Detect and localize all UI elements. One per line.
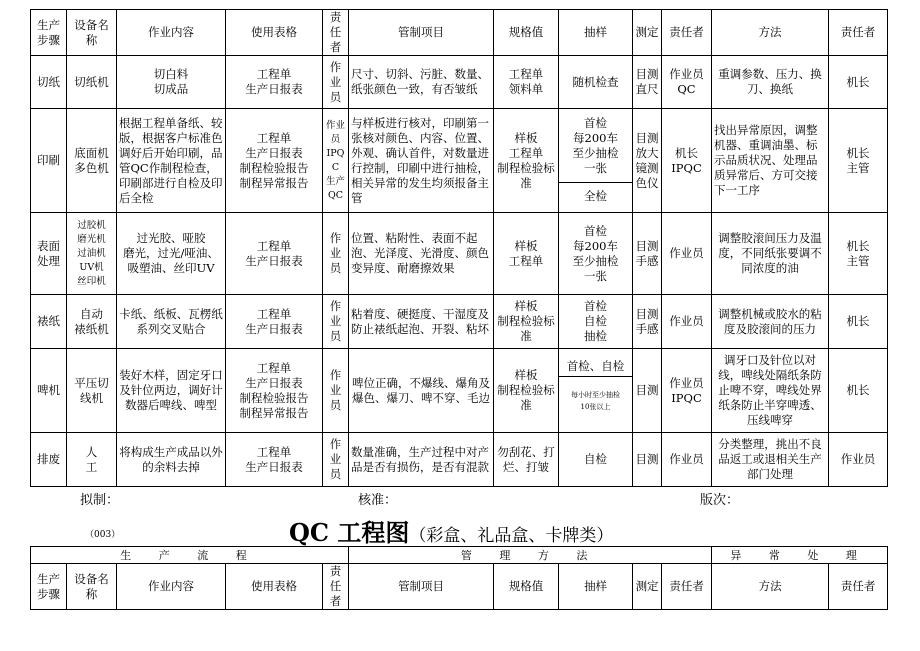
cell-method: 调整胶滚间压力及温度，不同纸张要调不同浓度的油: [712, 213, 829, 295]
header-measure: 测定: [633, 564, 662, 610]
header-owner: 责任者: [662, 564, 712, 610]
cell-method: 调整机械或胶水的粘度及胶滚间的压力: [712, 295, 829, 349]
cell-forms: 工程单 生产日报表: [226, 433, 323, 487]
header-work: 作业内容: [117, 564, 226, 610]
cell-spec: 样板 制程检验标准: [494, 349, 559, 433]
cell-forms: 工程单 生产日报表: [226, 213, 323, 295]
header-forms: 使用表格: [226, 564, 323, 610]
cell-step: 表面处理: [31, 213, 67, 295]
cell-owner: 机长 IPQC: [662, 109, 712, 213]
header-sample: 抽样: [559, 10, 633, 56]
cell-spec: 样板 制程检验标准: [494, 295, 559, 349]
cell-owner2: 机长: [829, 295, 888, 349]
cell-work: 将构成生产成品以外的余料去掉: [117, 433, 226, 487]
cell-owner: 作业员: [662, 433, 712, 487]
cell-owner: 作业员: [662, 213, 712, 295]
header-row: [31, 564, 888, 610]
cell-resp: 作业员: [323, 349, 349, 433]
cell-sample: 首检 自检 抽检: [559, 295, 633, 349]
cell-spec: 样板 工程单: [494, 213, 559, 295]
cell-owner2: 作业员: [829, 433, 888, 487]
header-spec: 规格值: [494, 564, 559, 610]
cell-resp: 作业员: [323, 213, 349, 295]
cell-step: 排废: [31, 433, 67, 487]
cell-method: 分类整理，挑出不良品返工或退相关生产部门处理: [712, 433, 829, 487]
cell-equip: 平压切 线机: [67, 349, 117, 433]
cell-step: 啤机: [31, 349, 67, 433]
cell-resp: 作业员 IPQC 生产QC: [323, 109, 349, 213]
page-title: [289, 513, 613, 548]
cell-sample: [559, 349, 633, 433]
cell-sample: 随机检查: [559, 56, 633, 109]
header-equipment: 设备名称: [67, 564, 117, 610]
header-method: 方法: [712, 564, 829, 610]
cell-method: 找出异常原因，调整机器、重调油墨、标示品质状况、处理品质异常后、方可交接下一工序: [712, 109, 829, 213]
section-row: [31, 547, 888, 564]
header-owner: 责任者: [662, 10, 712, 56]
cell-owner: 作业员 IPQC: [662, 349, 712, 433]
cell-spec: 工程单 领料单: [494, 56, 559, 109]
cell-owner2: 机长: [829, 56, 888, 109]
header-work: 作业内容: [117, 10, 226, 56]
header-measure: 测定: [633, 10, 662, 56]
header-control: 管制项目: [349, 564, 494, 610]
cell-equip: 切纸机: [67, 56, 117, 109]
cell-spec: 勿刮花、打烂、打皱: [494, 433, 559, 487]
title-main: QC 工程图: [289, 518, 410, 547]
cell-owner2: 机长 主管: [829, 109, 888, 213]
header-owner2: 责任者: [829, 10, 888, 56]
cell-owner2: 机长: [829, 349, 888, 433]
cell-work: 卡纸、纸板、瓦楞纸系列交叉贴合: [117, 295, 226, 349]
qc-process-table: [30, 9, 888, 487]
header-method: 方法: [712, 10, 829, 56]
sample-top: 首检 每200车 至少抽检 一张: [559, 112, 632, 183]
header-forms: 使用表格: [226, 10, 323, 56]
sample-bottom: 每小时至少抽检 10张以上: [571, 390, 620, 411]
cell-spec: 样板 工程单 制程检验标准: [494, 109, 559, 213]
header-step: 生产步骤: [31, 10, 67, 56]
cell-sample: [559, 109, 633, 213]
cell-owner: 作业员: [662, 295, 712, 349]
cell-resp: 作业员: [323, 295, 349, 349]
cell-equip: 底面机 多色机: [67, 109, 117, 213]
cell-control: 粘着度、硬挺度、干湿度及防止裱纸起泡、开裂、粘坏: [349, 295, 494, 349]
cell-measure: 目测 手感: [633, 295, 662, 349]
header-step: 生产步骤: [31, 564, 67, 610]
cell-work: 装好木样，固定牙口及针位两边，调好计数器后啤线、啤型: [117, 349, 226, 433]
cell-resp: 作业员: [323, 56, 349, 109]
table-row: [31, 56, 888, 109]
section-management: 管 理 方 法: [349, 547, 712, 564]
version-label: 版次：: [700, 493, 740, 508]
cell-step: 印刷: [31, 109, 67, 213]
cell-work: 切白料 切成品: [117, 56, 226, 109]
table-row: [31, 213, 888, 295]
header-equipment: 设备名称: [67, 10, 117, 56]
cell-step: 切纸: [31, 56, 67, 109]
cell-equip: 人 工: [67, 433, 117, 487]
cell-method: 重调参数、压力、换刀、换纸: [712, 56, 829, 109]
header-resp: 责任者: [323, 564, 349, 610]
cell-forms: 工程单 生产日报表: [226, 56, 323, 109]
cell-forms: 工程单 生产日报表 制程检验报告 制程异常报告: [226, 349, 323, 433]
sample-top: 首检、自检: [559, 357, 632, 377]
document-code: （003）: [85, 530, 121, 540]
cell-control: 位置、粘附性、表面不起泡、光泽度、光滑度、颜色变异度、耐磨擦效果: [349, 213, 494, 295]
header-control: 管制项目: [349, 10, 494, 56]
title-subtitle: （彩盒、礼品盒、卡牌类）: [409, 526, 614, 546]
cell-measure: 目测: [633, 433, 662, 487]
header-sample: 抽样: [559, 564, 633, 610]
cell-measure: 目测直尺: [633, 56, 662, 109]
cell-control: 数量准确，生产过程中对产品是否有损伤，是否有混款: [349, 433, 494, 487]
cell-forms: 工程单 生产日报表 制程检验报告 制程异常报告: [226, 109, 323, 213]
table-row: [31, 109, 888, 213]
cell-sample: 自检: [559, 433, 633, 487]
cell-control: 与样板进行核对，印刷第一张核对颜色、内容、位置、外观、确认首件，对数量进行控制，印刷中进行抽检，相关异常的发生均须报备主管: [349, 109, 494, 213]
cell-measure: 目测放大镜测色仪: [633, 109, 662, 213]
cell-work: 根据工程单备纸、较版，根据客户标准色调好后开始印刷，品管QC作制程检查，印刷部进行自检及印后全检: [117, 109, 226, 213]
cell-control: 啤位正确，不爆线、爆角及爆色、爆刀、啤不穿、毛边: [349, 349, 494, 433]
cell-sample: 首检 每200车 至少抽检 一张: [559, 213, 633, 295]
cell-forms: 工程单 生产日报表: [226, 295, 323, 349]
cell-work: 过光胶、哑胶 磨光，过光/哑油、吸塑油、丝印UV: [117, 213, 226, 295]
cell-method: 调牙口及针位以对线，啤线处隔纸条防止啤不穿，啤线处界纸条防止半穿啤透、压线啤穿: [712, 349, 829, 433]
cell-equip: 过胶机 磨光机 过油机 UV机 丝印机: [67, 213, 117, 295]
cell-measure: 目测: [633, 349, 662, 433]
header-row: [31, 10, 888, 56]
header-spec: 规格值: [494, 10, 559, 56]
header-owner2: 责任者: [829, 564, 888, 610]
section-exception: 异 常 处 理: [712, 547, 888, 564]
cell-control: 尺寸、切斜、污脏、数量、纸张颜色一致，有否皱纸: [349, 56, 494, 109]
cell-measure: 目测 手感: [633, 213, 662, 295]
cell-equip: 自动 裱纸机: [67, 295, 117, 349]
header-resp: 责任者: [323, 10, 349, 56]
table-row: [31, 295, 888, 349]
table-row: [31, 433, 888, 487]
qc-process-table-2: [30, 546, 888, 610]
reviewed-label: 核准：: [358, 493, 398, 508]
section-production: 生 产 流 程: [31, 547, 349, 564]
table-row: [31, 349, 888, 433]
cell-resp: 作业员: [323, 433, 349, 487]
cell-owner: 作业员 QC: [662, 56, 712, 109]
drafted-label: 拟制：: [80, 493, 120, 508]
cell-owner2: 机长 主管: [829, 213, 888, 295]
cell-step: 裱纸: [31, 295, 67, 349]
sample-bottom: 全检: [584, 188, 607, 203]
